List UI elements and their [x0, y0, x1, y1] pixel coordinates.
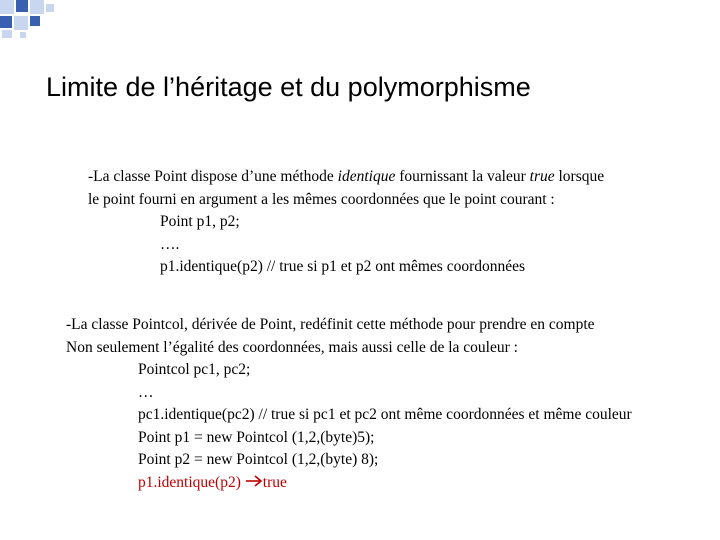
code-line: … [138, 383, 154, 401]
text-segment: fournissant la valeur [395, 168, 530, 185]
paragraph-pointcol [66, 314, 632, 494]
right-arrow-icon [245, 474, 263, 488]
italic-term: identique [337, 168, 396, 185]
code-segment: true [262, 473, 287, 491]
text-line [88, 166, 604, 189]
code-line: pc1.identique(pc2) // true si pc1 et pc2 ont même coordonnées et même couleur [138, 406, 632, 423]
text-line: Non seulement l’égalité des coordonnées, mais aussi celle de la couleur : [66, 338, 518, 356]
code-line: Point p1 = new Pointcol (1,2,(byte)5); [138, 428, 375, 446]
text-segment: lorsque [554, 168, 605, 185]
slide-title: Limite de l’héritage et du polymorphisme [46, 72, 531, 102]
paragraph-point [88, 166, 604, 279]
text-line: -La classe Pointcol, dérivée de Point, redéfinit cette méthode pour prendre en compte [66, 316, 595, 333]
text-line: le point fourni en argument a les mêmes coordonnées que le point courant : [88, 190, 555, 208]
text-segment: -La classe Point dispose d’une méthode [88, 168, 338, 185]
code-line: p1.identique(p2) // true si p1 et p2 ont mêmes coordonnées [160, 258, 526, 275]
corner-decoration [0, 0, 60, 40]
code-line: Pointcol pc1, pc2; [138, 361, 251, 378]
code-line-highlight [66, 472, 632, 495]
code-segment: p1.identique(p2) [138, 473, 245, 491]
code-line: Point p2 = new Pointcol (1,2,(byte) 8); [138, 451, 379, 468]
code-line: Point p1, p2; [160, 213, 240, 230]
italic-term: true [529, 168, 555, 185]
code-line: …. [160, 235, 180, 253]
